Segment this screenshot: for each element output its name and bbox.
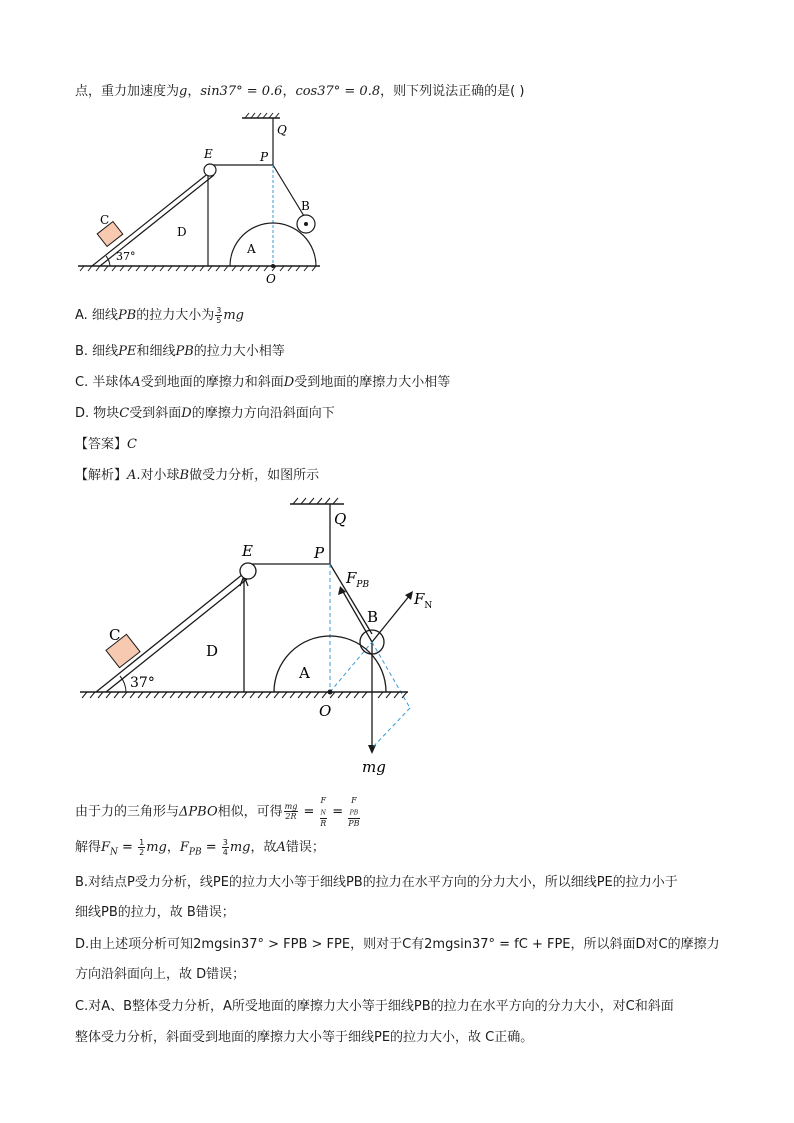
option-a-den: 5 [216,316,222,325]
option-d-prefix: D. 物块 [75,406,120,421]
analysis-label: 【解析】 [75,468,128,483]
stem-sin: sin37° = 0.6 [200,84,283,99]
analysis-intro [75,467,319,485]
answer-line [75,436,137,454]
option-c-var1: A [131,375,141,390]
s1-f3-sub: PB [349,809,359,817]
solution-step-3-line-2: 细线PB的拉力，故 B错误； [75,905,235,920]
fig1-label-o: O [266,272,276,286]
option-a-mid: 的拉力大小为 [136,308,215,323]
stem-lead: 点，重力加速度为 [75,84,180,99]
s1-f2-sub: N [320,809,326,817]
fig2-fpb-f: F [346,569,357,587]
s2-n1: 1 [139,838,145,847]
s1-f2-den: R [320,818,327,828]
option-d-var1: C [119,406,130,421]
stem-tail: ，则下列说法正确的是( ) [380,84,525,99]
fig1-label-e: E [204,147,213,161]
option-c-prefix: C. 半球体 [75,375,132,390]
option-b-var1: PE [118,344,137,359]
stem-cos: cos37° = 0.8 [295,84,381,99]
fig1-label-a: A [247,242,256,256]
option-a-prefix: A. 细线 [75,308,118,323]
s1-f1-num: mg [284,802,298,812]
question-stem [75,83,524,101]
s1-text: 由于力的三角形与 [75,804,180,820]
fig2-label-fn [413,590,432,611]
option-b-prefix: B. 细线 [75,344,119,359]
s1-f1-den: 2R [285,812,297,822]
solution-step-5-line-2: 整体受力分析，斜面受到地面的摩擦力大小等于细线PE的拉力大小，故 C正确。 [75,1030,534,1045]
s2-sep: ， [166,840,180,855]
fig2-label-c: C [109,626,121,644]
option-a [75,306,244,325]
fig2-label-a: A [299,664,310,682]
s2-eq2: = [201,840,221,855]
option-a-suffix: mg [223,308,245,323]
s2-tail-a: ，故 [250,840,277,855]
s2-fn: F [101,840,111,855]
option-b-suffix: 的拉力大小相等 [193,344,285,359]
s2-tail-b: 错误； [285,840,325,855]
s2-fpb-sub: PB [188,847,202,858]
fig2-label-q: Q [334,510,347,528]
figure-2 [74,494,444,784]
fig2-fn-f: F [414,590,425,608]
analysis-intro-var: A [127,468,137,483]
s2-fn-sub: N [110,847,118,858]
s2-n2: 3 [222,838,228,847]
s1-tri: ΔPBO [179,804,218,820]
option-b-mid: 和细线 [136,344,176,359]
s1-frac3 [348,796,359,828]
s2-frac1 [138,838,145,857]
solution-step-5-line-1: C.对A、B整体受力分析，A所受地面的摩擦力大小等于细线PB的拉力在水平方向的分力大小，对C和斜面 [75,999,674,1014]
fig1-label-c: C [100,213,110,227]
s2-mg1: mg [146,840,167,855]
fig2-fn-sub: N [424,601,433,611]
s1-frac1 [284,802,299,821]
option-b-var2: PB [175,344,194,359]
fig2-fpb-sub: PB [356,580,370,590]
s1-f3-den: PB [348,818,360,828]
option-c-var2: D [283,375,295,390]
option-d-suffix: 的摩擦力方向沿斜面向下 [191,406,335,421]
stem-g: g [179,84,188,99]
fig2-label-p: P [314,544,325,562]
fig2-label-d: D [206,642,219,660]
s1-frac2 [320,796,328,828]
fig2-label-b: B [367,608,379,626]
stem-sep1: ， [187,84,201,99]
option-c [75,374,450,392]
fig1-label-b: B [301,199,310,213]
solution-step-4-line-2: 方向沿斜面向上，故 D错误； [75,967,246,982]
option-a-var: PB [117,308,137,323]
fig1-label-p: P [260,150,269,164]
s1-mid: 相似，可得 [217,804,283,820]
s1-f2-num: F [320,796,327,805]
answer-label: 【答案】 [75,437,128,452]
analysis-intro-text: .对小球 [136,468,180,483]
s2-d1: 2 [139,848,145,857]
s2-frac2 [222,838,229,857]
analysis-intro-var2: B [179,468,190,483]
option-c-mid: 受到地面的摩擦力和斜面 [140,375,284,390]
s2-mg2: mg [229,840,251,855]
option-c-suffix: 受到地面的摩擦力大小相等 [294,375,451,390]
option-a-num: 3 [216,306,222,315]
solution-step-3-line-1: B.对结点P受力分析，线PE的拉力大小等于细线PB的拉力在水平方向的分力大小，所以细线PE的拉力小于 [75,875,678,890]
fig2-label-angle: 37° [130,675,155,691]
option-d-var2: D [181,406,192,421]
stem-sep2: ， [282,84,296,99]
figure-1 [70,110,330,290]
fig1-label-angle: 37° [116,250,136,263]
s2-tail-var: A [276,840,286,855]
fig1-label-d: D [177,225,187,239]
option-d [75,405,335,423]
solution-step-4-line-1: D.由上述项分析可知2mgsin37° > FPB > FPE，则对于C有2mgsin37° = fC + FPE，所以斜面D对C的摩擦力 [75,937,720,952]
fig2-label-e: E [242,542,253,560]
option-d-mid: 受到斜面 [129,406,182,421]
s2-text: 解得 [75,840,102,855]
s2-d2: 4 [222,848,228,857]
fig2-label-o: O [319,702,332,720]
s2-eq1: = [117,840,138,855]
s1-f3-num: F [351,796,357,805]
fig2-label-mg: mg [362,758,386,776]
solution-step-2 [75,838,325,862]
option-b [75,343,285,361]
s2-fpb: F [179,840,189,855]
answer-value: C [127,437,137,452]
fig2-label-fpb [345,569,369,590]
option-a-fraction [215,306,222,325]
fig1-label-q: Q [277,123,287,137]
solution-step-1: 由于力的三角形与ΔPBO相似，可得 $\frac{mg}{2R}$ = F $_N$ R = F $_{PB}$ PB [75,796,360,828]
analysis-intro-tail: 做受力分析，如图所示 [189,468,320,483]
